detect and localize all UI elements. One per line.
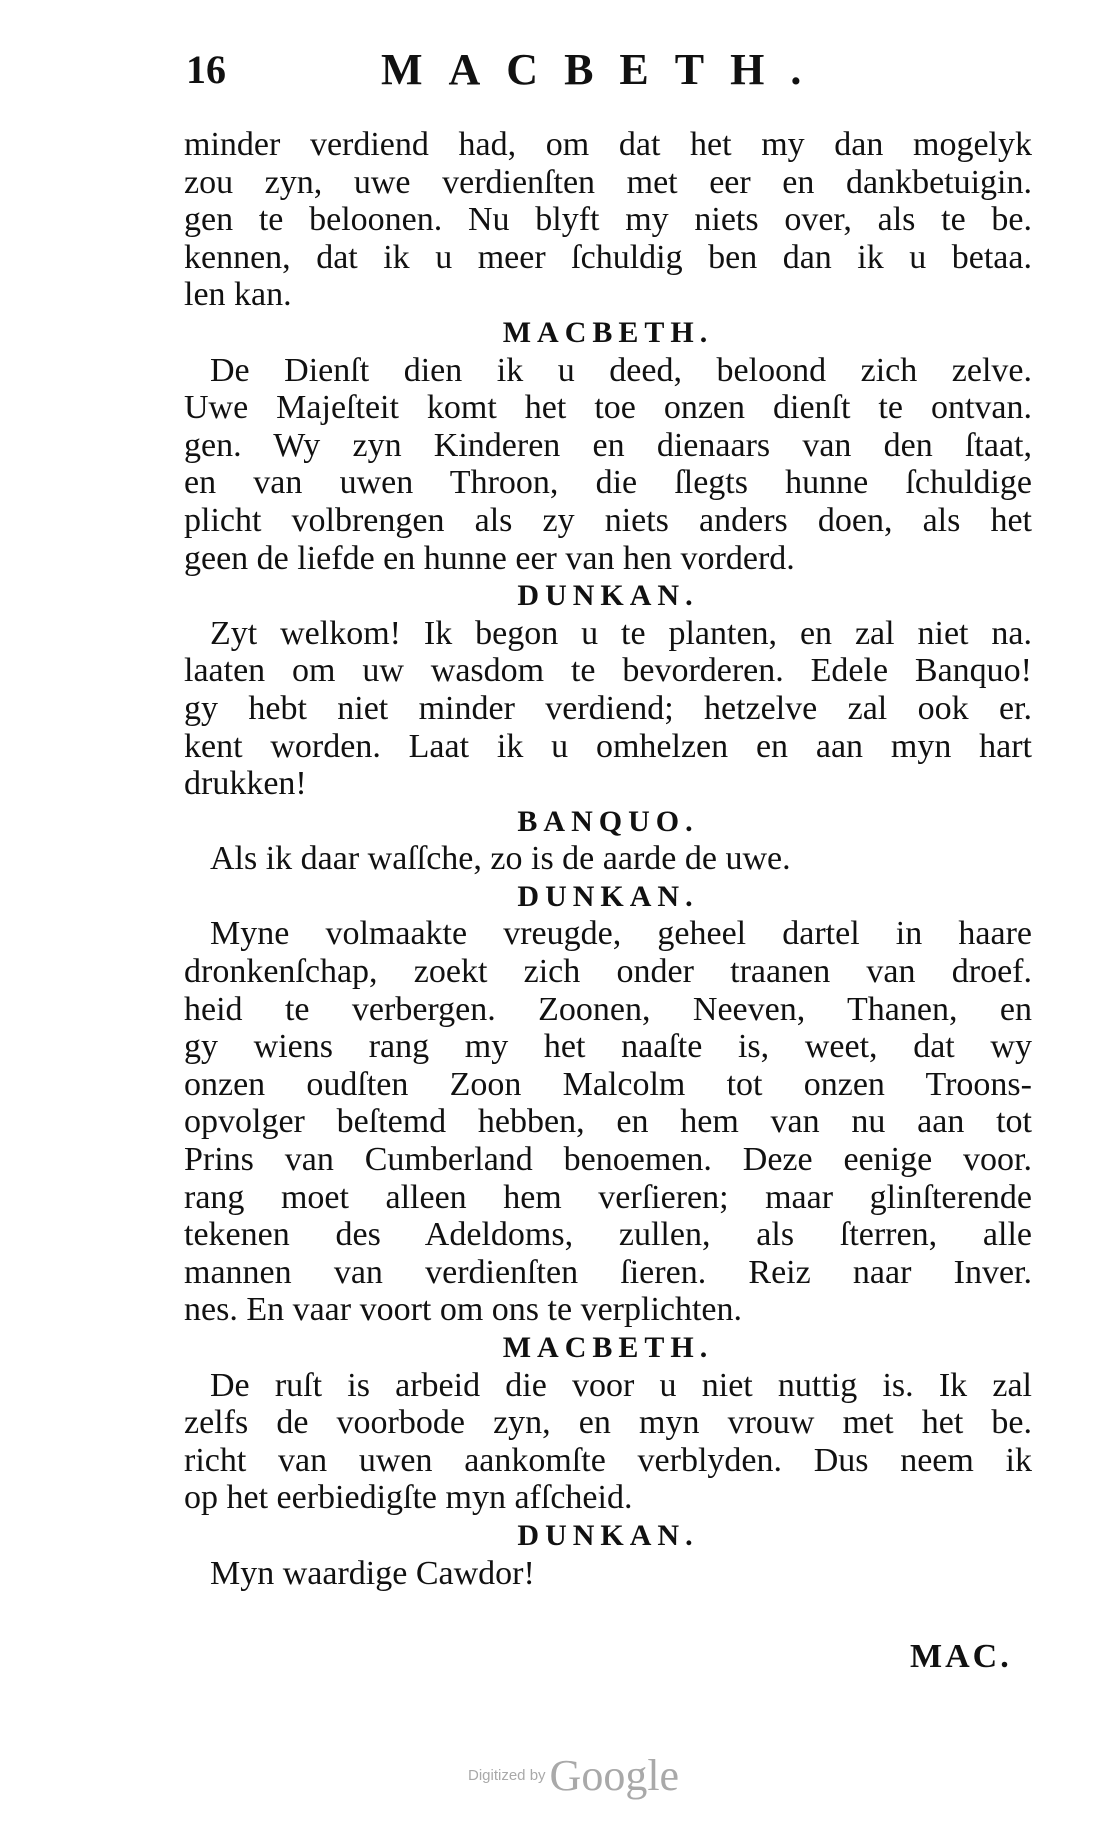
text-line: zelfs de voorbode zyn, en myn vrouw met het be. xyxy=(184,1404,1032,1442)
watermark-brand: Google xyxy=(549,1751,680,1800)
running-title: MACBETH. xyxy=(381,45,828,94)
play-text xyxy=(184,126,1032,1592)
catchword: MAC. xyxy=(910,1638,1012,1675)
text-line: kent worden. Laat ik u omhelzen en aan myn hart xyxy=(184,727,1032,765)
text-line: gen. Wy zyn Kinderen en dienaars van den ſtaat, xyxy=(184,426,1032,464)
text-line: en van uwen Throon, die ſlegts hunne ſchuldige xyxy=(184,464,1032,502)
text-line: geen de liefde en hunne eer van hen vorderd. xyxy=(184,539,795,577)
text-line: rang moet alleen hem verſieren; maar glinſterende xyxy=(184,1178,1032,1216)
text-line: kennen, dat ik u meer ſchuldig ben dan ik u betaa. xyxy=(184,238,1032,276)
text-line: De Dienſt dien ik u deed, beloond zich zelve. xyxy=(210,351,1032,389)
text-line: plicht volbrengen als zy niets anders doen, als het xyxy=(184,501,1032,539)
text-line: zou zyn, uwe verdienſten met eer en dankbetuigin. xyxy=(184,163,1032,201)
text-line: Myn waardige Cawdor! xyxy=(210,1554,535,1592)
speaker-heading: DUNKAN. xyxy=(517,879,699,913)
text-line: Uwe Majeſteit komt het toe onzen dienſt te ontvan. xyxy=(184,389,1032,427)
speech-paragraph xyxy=(184,1367,1032,1517)
text-line: dronkenſchap, zoekt zich onder traanen van droef. xyxy=(184,953,1032,991)
speech-paragraph xyxy=(184,352,1032,578)
watermark-prefix: Digitized by xyxy=(468,1767,546,1784)
speech-paragraph xyxy=(184,840,1032,878)
page-header xyxy=(176,36,1036,106)
speech-paragraph xyxy=(184,126,1032,314)
text-line: opvolger beſtemd hebben, en hem van nu aan tot xyxy=(184,1103,1032,1141)
text-line: Myne volmaakte vreugde, geheel dartel in haare xyxy=(210,915,1032,953)
text-line: gy hebt niet minder verdiend; hetzelve zal ook er. xyxy=(184,689,1032,727)
text-line: drukken! xyxy=(184,765,307,803)
text-line: mannen van verdienſten ſieren. Reiz naar Inver. xyxy=(184,1253,1032,1291)
text-line: Zyt welkom! Ik begon u te planten, en zal niet na. xyxy=(210,614,1032,652)
speech-paragraph xyxy=(184,1555,1032,1593)
text-line: richt van uwen aankomſte verblyden. Dus neem ik xyxy=(184,1441,1032,1479)
speech-paragraph xyxy=(184,615,1032,803)
text-line: minder verdiend had, om dat het my dan mogelyk xyxy=(184,126,1032,163)
text-line: Prins van Cumberland benoemen. Deze eenige voor. xyxy=(184,1141,1032,1179)
text-line: nes. En vaar voort om ons te verplichten. xyxy=(184,1291,743,1329)
speaker-heading: DUNKAN. xyxy=(517,579,699,613)
speaker-heading: DUNKAN. xyxy=(517,1518,699,1552)
digitization-watermark xyxy=(468,1750,679,1801)
text-line: len kan. xyxy=(184,276,292,314)
text-line: gy wiens rang my het naaſte is, weet, dat wy xyxy=(184,1028,1032,1066)
speaker-heading: MACBETH. xyxy=(502,1331,714,1364)
page-number: 16 xyxy=(186,47,226,92)
text-line: onzen oudſten Zoon Malcolm tot onzen Troons- xyxy=(184,1065,1032,1103)
text-line: gen te beloonen. Nu blyft my niets over, als te be. xyxy=(184,201,1032,239)
speaker-heading: BANQUO. xyxy=(517,804,699,838)
text-line: tekenen des Adeldoms, zullen, als ſterren, alle xyxy=(184,1216,1032,1254)
text-line: op het eerbiedigſte myn afſcheid. xyxy=(184,1479,633,1517)
speech-paragraph xyxy=(184,915,1032,1329)
speaker-heading: MACBETH. xyxy=(502,315,714,349)
text-line: Als ik daar waſſche, zo is de aarde de uwe. xyxy=(210,840,791,878)
text-line: laaten om uw wasdom te bevorderen. Edele Banquo! xyxy=(184,652,1032,690)
text-line: heid te verbergen. Zoonen, Neeven, Thanen, en xyxy=(184,990,1032,1028)
text-line: De ruſt is arbeid die voor u niet nuttig is. Ik zal xyxy=(210,1366,1032,1404)
